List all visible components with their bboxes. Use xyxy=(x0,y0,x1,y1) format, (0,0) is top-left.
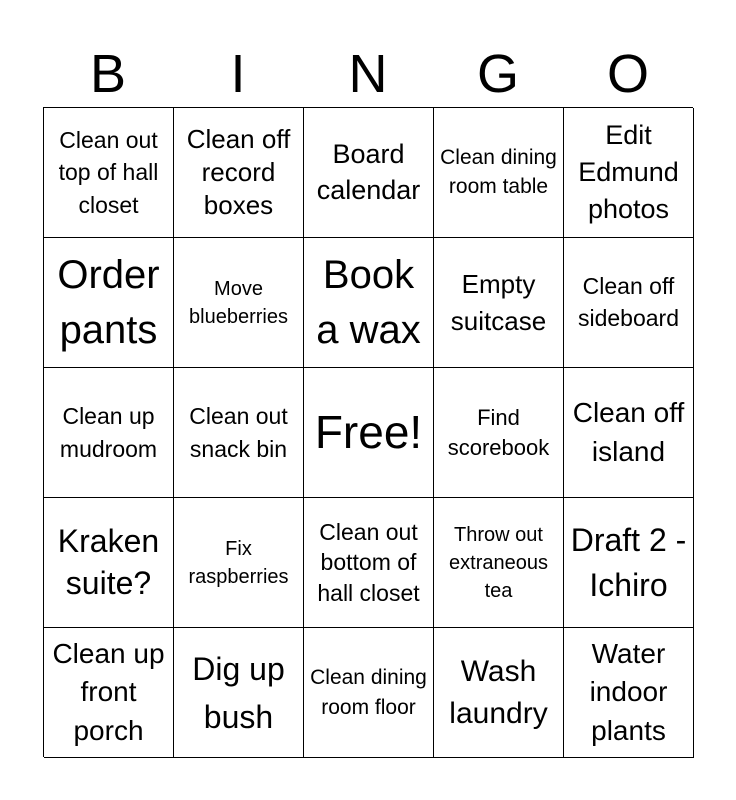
bingo-cell[interactable] xyxy=(174,498,304,628)
bingo-cell-label: Order pants xyxy=(57,252,160,352)
bingo-cell-label: Move blueberries xyxy=(189,277,288,328)
bingo-cell[interactable] xyxy=(434,238,564,368)
bingo-cell-label: Clean dining room floor xyxy=(310,666,427,719)
header-letter-g: G xyxy=(476,44,519,104)
bingo-cell[interactable] xyxy=(174,238,304,368)
bingo-cell-label: Clean off sideboard xyxy=(577,273,680,331)
bingo-cell[interactable] xyxy=(174,368,304,498)
bingo-cell-label: Book a wax xyxy=(316,252,421,352)
bingo-cell-label: Free! xyxy=(314,405,423,458)
bingo-cell-label: Empty suitcase xyxy=(450,269,547,336)
bingo-cell[interactable] xyxy=(434,498,564,628)
bingo-cell-label: Clean up front porch xyxy=(52,637,165,746)
bingo-cell[interactable] xyxy=(44,498,174,628)
bingo-cell[interactable] xyxy=(434,628,564,758)
bingo-cell-label: Water indoor plants xyxy=(589,637,668,746)
bingo-cell[interactable] xyxy=(304,238,434,368)
bingo-cell[interactable] xyxy=(304,628,434,758)
bingo-cell-label: Kraken suite? xyxy=(57,522,160,601)
bingo-cell-label: Board calendar xyxy=(316,139,421,205)
bingo-cell-label: Throw out extraneous tea xyxy=(449,523,548,602)
bingo-cell[interactable] xyxy=(174,628,304,758)
header-letter-o: O xyxy=(606,44,649,104)
header-letter-n: N xyxy=(348,44,388,104)
bingo-cell-label: Find scorebook xyxy=(447,404,550,460)
bingo-cell-label: Wash laundry xyxy=(449,654,548,730)
bingo-cell-label: Clean dining room table xyxy=(440,145,557,198)
bingo-header xyxy=(43,40,693,108)
bingo-cell[interactable] xyxy=(564,368,694,498)
bingo-cell-label: Clean out snack bin xyxy=(189,403,288,462)
bingo-cell-label: Clean off island xyxy=(572,396,685,467)
bingo-cell-label: Draft 2 - Ichiro xyxy=(570,522,687,603)
bingo-cell[interactable] xyxy=(564,108,694,238)
bingo-cell[interactable] xyxy=(304,498,434,628)
bingo-cell[interactable] xyxy=(44,238,174,368)
header-letter-i: I xyxy=(230,44,246,104)
bingo-cell-label: Clean out top of hall closet xyxy=(58,127,159,218)
bingo-cell[interactable] xyxy=(44,108,174,238)
header-letter-b: B xyxy=(89,44,127,104)
bingo-cell-label: Fix raspberries xyxy=(188,537,289,588)
bingo-cell[interactable] xyxy=(304,108,434,238)
bingo-cell[interactable] xyxy=(564,238,694,368)
bingo-cell-label: Edit Edmund photos xyxy=(578,119,679,225)
bingo-cell-free[interactable] xyxy=(304,368,434,498)
bingo-cell-label: Clean off record boxes xyxy=(186,123,291,221)
bingo-cell-label: Dig up bush xyxy=(192,650,285,735)
bingo-board xyxy=(43,107,693,757)
bingo-cell-label: Clean up mudroom xyxy=(59,403,158,462)
bingo-cell[interactable] xyxy=(564,498,694,628)
bingo-cell[interactable] xyxy=(434,108,564,238)
bingo-cell[interactable] xyxy=(434,368,564,498)
bingo-cell[interactable] xyxy=(564,628,694,758)
bingo-cell[interactable] xyxy=(44,628,174,758)
bingo-cell[interactable] xyxy=(174,108,304,238)
bingo-cell[interactable] xyxy=(44,368,174,498)
bingo-cell-label: Clean out bottom of hall closet xyxy=(317,518,420,606)
